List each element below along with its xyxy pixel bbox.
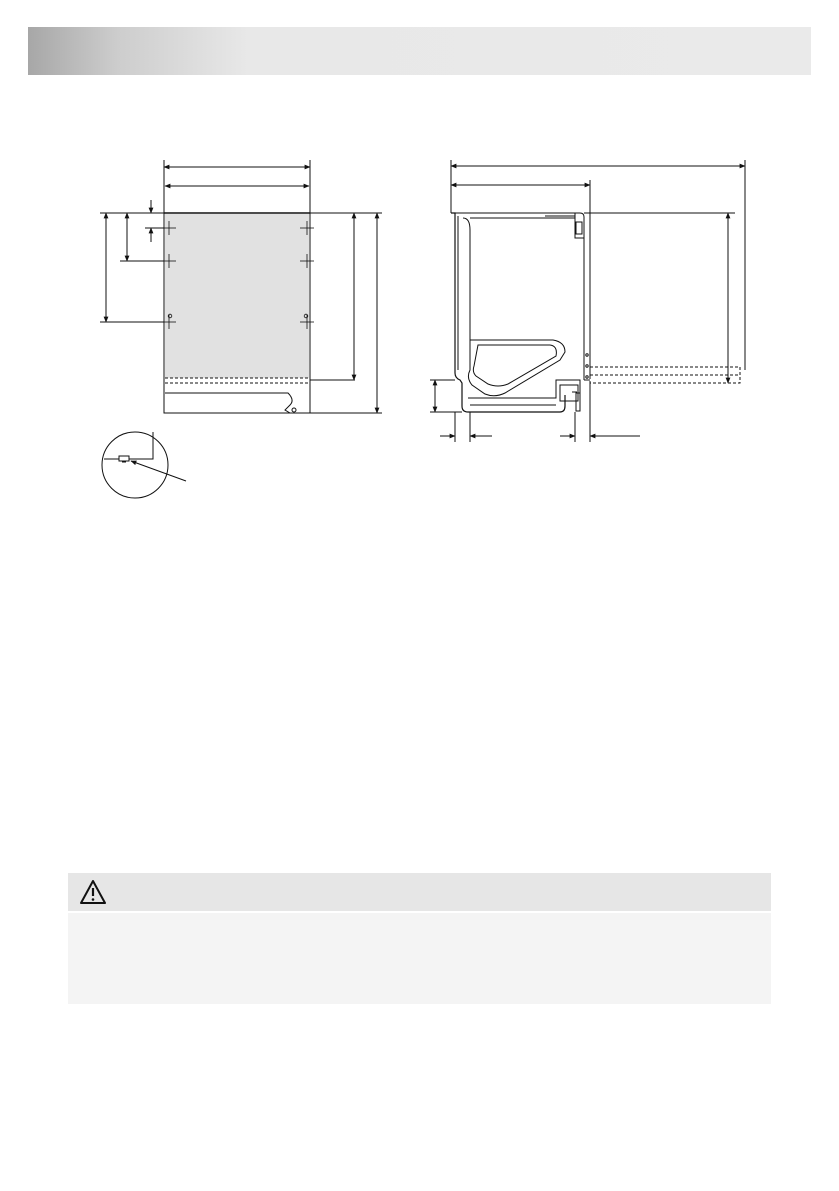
side-view-drawing — [430, 160, 745, 442]
warning-box — [68, 873, 771, 1004]
technical-drawings — [0, 0, 839, 520]
detail-circle-drawing — [102, 432, 186, 498]
warning-header — [68, 873, 771, 913]
warning-triangle-icon — [79, 879, 107, 905]
front-view-drawing — [100, 160, 382, 413]
